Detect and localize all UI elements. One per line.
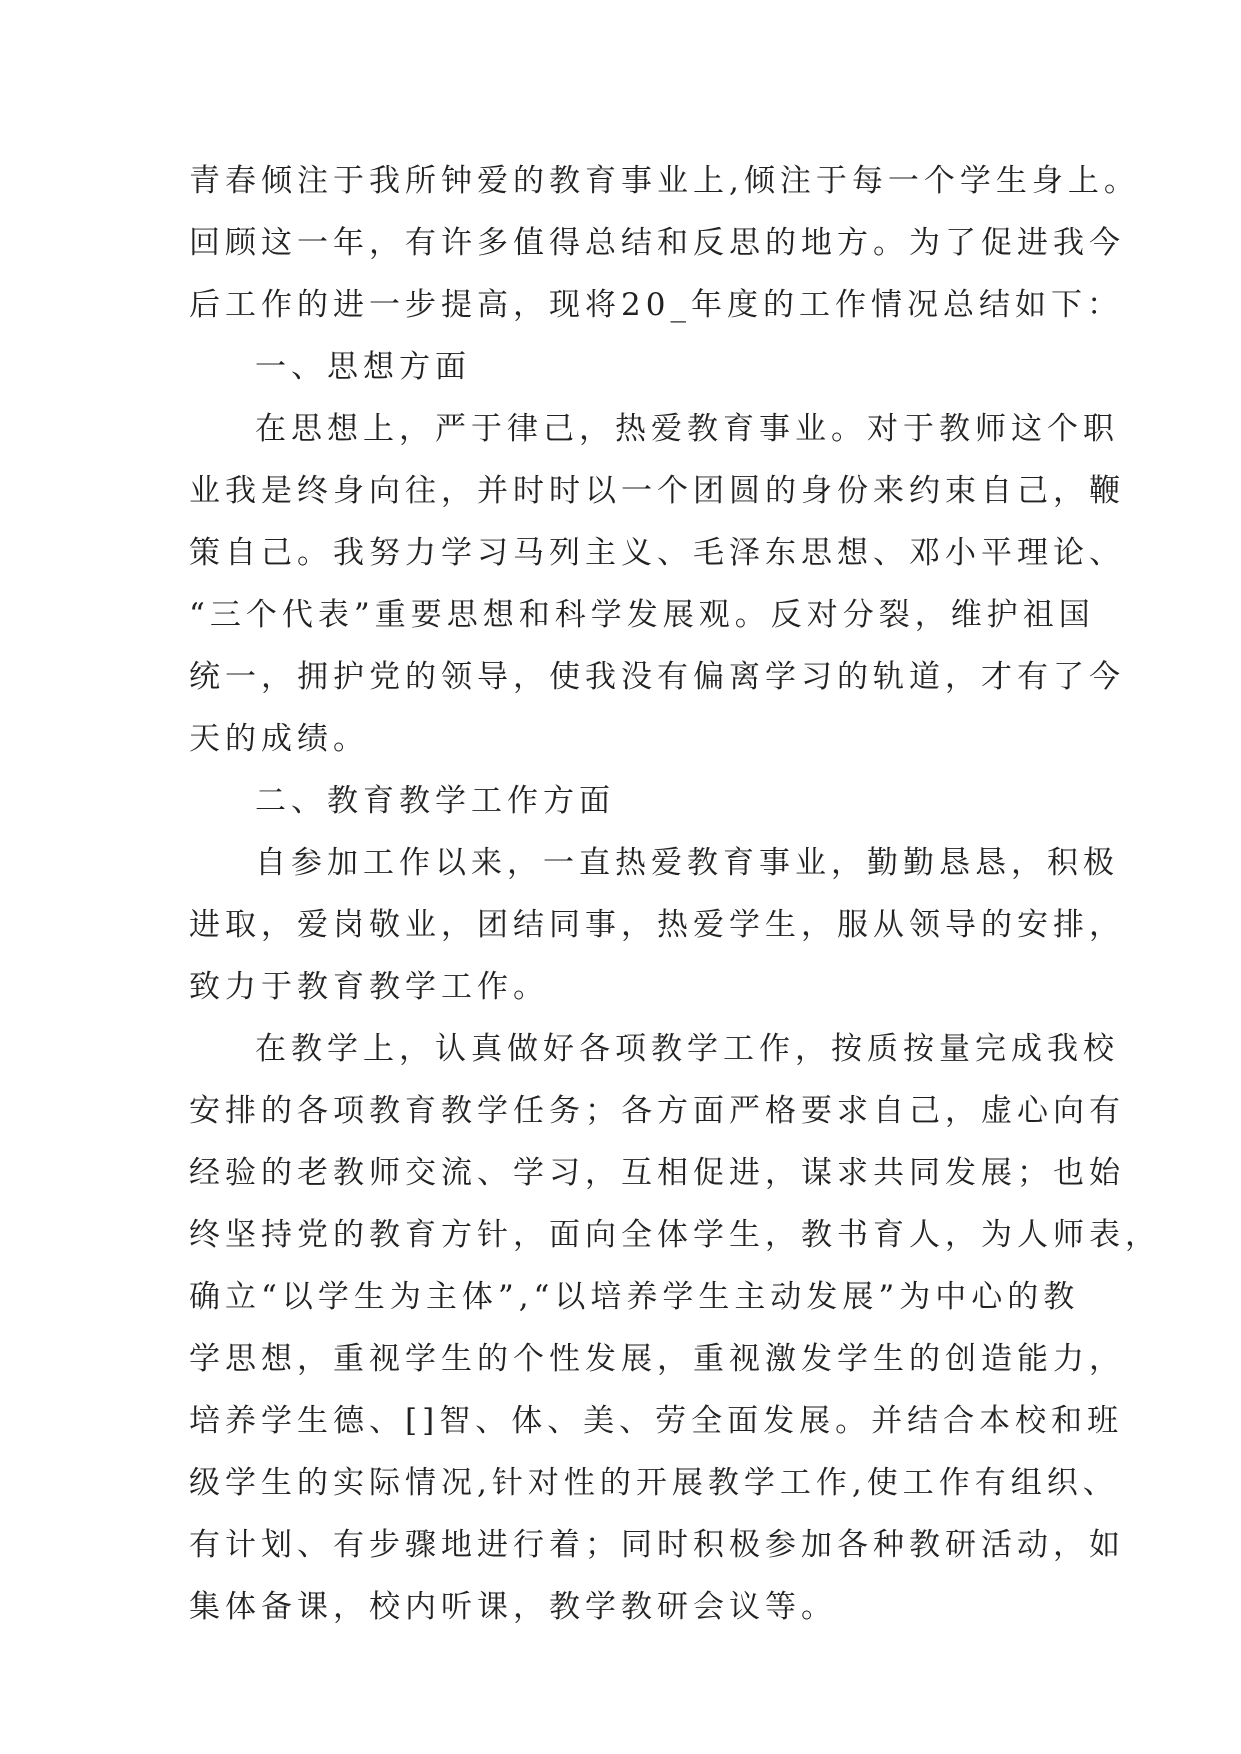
text-line: 天的成绩。 (189, 721, 369, 757)
text-line: 致力于教育教学工作。 (189, 969, 549, 1005)
text-line: 安排的各项教育教学任务；各方面严格要求自己，虚心向有 (189, 1093, 1125, 1129)
text-line: “三个代表”重要思想和科学发展观。反对分裂，维护祖国 (189, 597, 1095, 633)
text-line: 策自己。我努力学习马列主义、毛泽东思想、邓小平理论、 (189, 535, 1125, 571)
section-heading: 一、思想方面 (255, 349, 471, 385)
document-body (189, 150, 1161, 1638)
text-line: 培养学生德、[]智、体、美、劳全面发展。并结合本校和班 (189, 1403, 1124, 1439)
text-line: 在思想上，严于律己，热爱教育事业。对于教师这个职 (255, 411, 1119, 447)
text-line: 统一，拥护党的领导，使我没有偏离学习的轨道，才有了今 (189, 659, 1125, 695)
text-line: 确立“以学生为主体”,“以培养学生主动发展”为中心的教 (189, 1279, 1080, 1315)
text-line: 有计划、有步骤地进行着；同时积极参加各种教研活动，如 (189, 1527, 1125, 1563)
text-line: 进取，爱岗敬业，团结同事，热爱学生，服从领导的安排， (189, 907, 1125, 943)
text-line: 青春倾注于我所钟爱的教育事业上,倾注于每一个学生身上。 (189, 163, 1140, 199)
text-line: 后工作的进一步提高，现将20_年度的工作情况总结如下： (189, 287, 1123, 323)
text-line: 业我是终身向往，并时时以一个团圆的身份来约束自己，鞭 (189, 473, 1125, 509)
text-line: 终坚持党的教育方针，面向全体学生，教书育人，为人师表， (189, 1217, 1161, 1253)
text-line: 自参加工作以来，一直热爱教育事业，勤勤恳恳，积极 (255, 845, 1119, 881)
text-line: 回顾这一年，有许多值得总结和反思的地方。为了促进我今 (189, 225, 1125, 261)
text-line: 在教学上，认真做好各项教学工作，按质按量完成我校 (255, 1031, 1119, 1067)
text-line: 经验的老教师交流、学习，互相促进，谋求共同发展；也始 (189, 1155, 1125, 1191)
text-line: 集体备课，校内听课，教学教研会议等。 (189, 1589, 837, 1625)
section-heading: 二、教育教学工作方面 (255, 783, 615, 819)
text-line: 学思想，重视学生的个性发展，重视激发学生的创造能力， (189, 1341, 1125, 1377)
text-line: 级学生的实际情况,针对性的开展教学工作,使工作有组织、 (189, 1465, 1119, 1501)
